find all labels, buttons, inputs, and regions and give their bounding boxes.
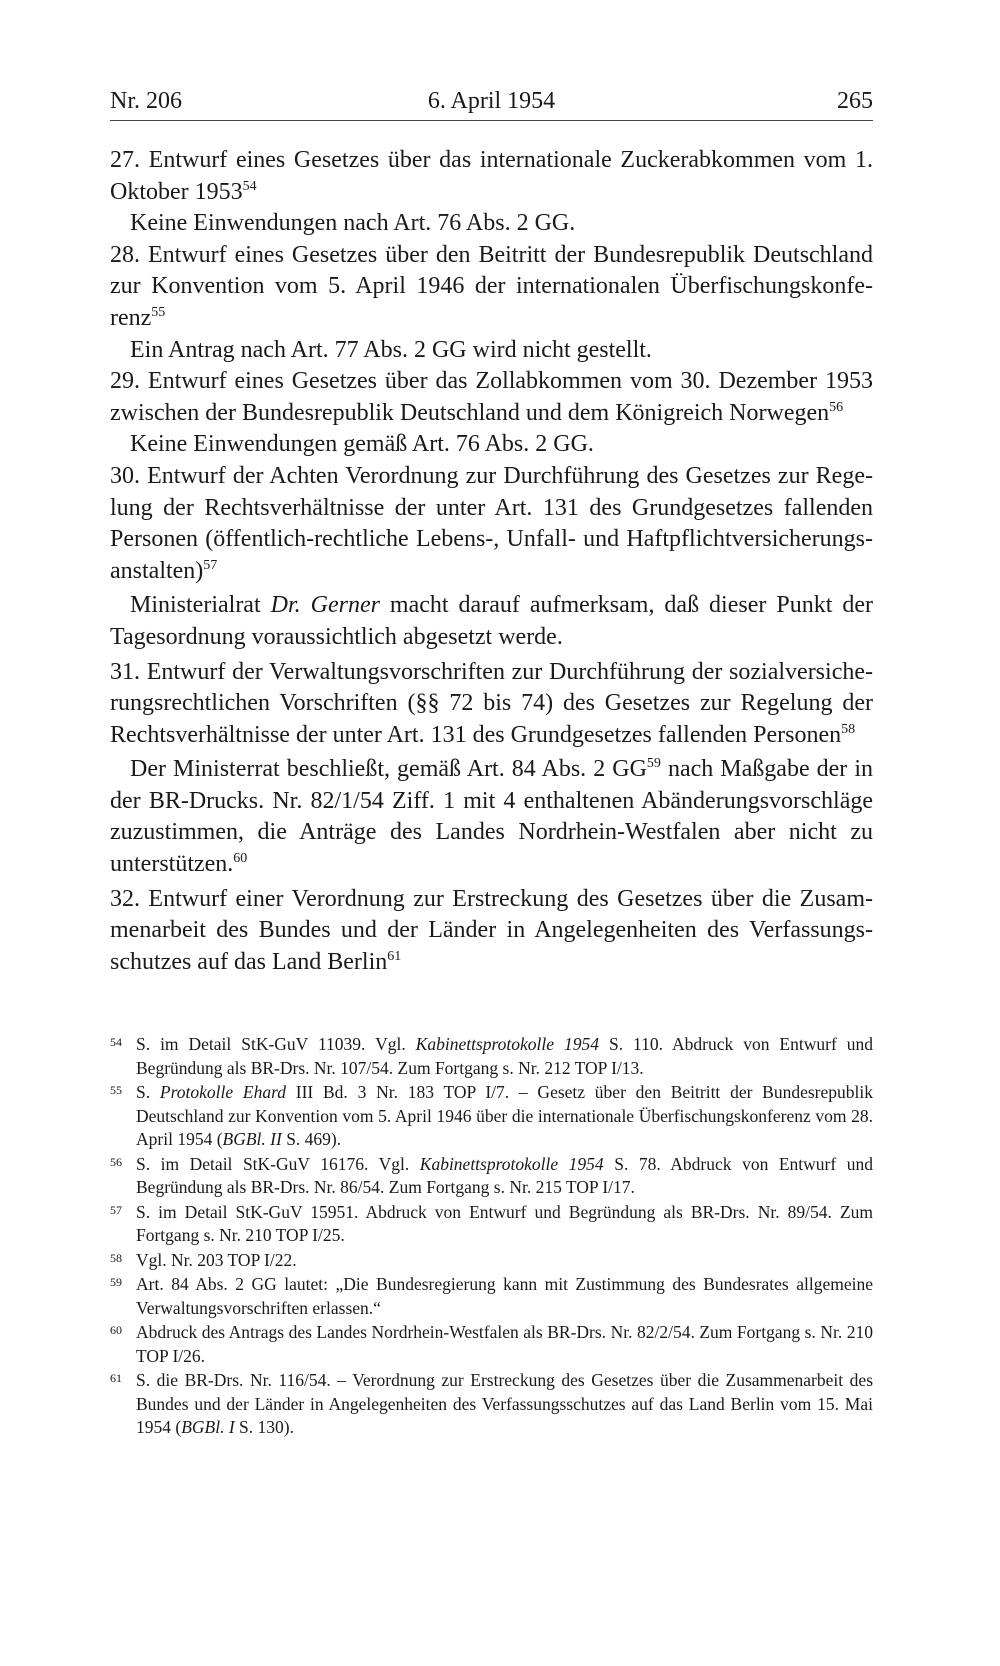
- footnote-number: 61: [110, 1371, 122, 1385]
- footnote-ref-59[interactable]: 59: [646, 756, 661, 772]
- footnote-57: 57 S. im Detail StK-GuV 15951. Abdruck von Entwurf und Begründung als BR-Drs. Nr. 89/54. Zum Fortgang s. Nr. 210 TOP I/25.: [110, 1201, 873, 1248]
- footnote-ref-61[interactable]: 61: [387, 948, 402, 964]
- agenda-item-28: 28. Entwurf eines Gesetzes über den Beitritt der Bundesrepublik Deutschland zur Konvention vom 5. April 1946 der internationalen Überfischungskonferenz$^{55}$: [110, 241, 873, 331]
- resolution-31: Der Ministerrat beschließt, gemäß Art. 84 Abs. 2 GG$^{59}$ nach Maßgabe der in der BR-Drucks. Nr. 82/1/54 Ziff. 1 mit 4 enthaltenen Abänderungsvorschläge zuzustimmen, die Anträge des Landes Nordrhein-Westfalen aber nicht zu unterstützen.$^{60}$: [110, 756, 873, 878]
- footnote-ref-60[interactable]: 60: [233, 851, 248, 867]
- footnote-54: 54 S. im Detail StK-GuV 11039. Vgl. Kabinettsprotokolle 1954 S. 110. Abdruck von Entwurf und Begründung als BR-Drs. Nr. 107/54. Zum Fortgang s. Nr. 212 TOP I/13.: [110, 1033, 873, 1080]
- footnote-59: 59 Art. 84 Abs. 2 GG lautet: „Die Bundesregierung kann mit Zustimmung des Bundesrates allgemeine Verwaltungsvorschriften erlassen.“: [110, 1273, 873, 1320]
- footnote-ref-58[interactable]: 58: [841, 721, 856, 737]
- footnote-number: 54: [110, 1035, 122, 1049]
- agenda-item-30: 30. Entwurf der Achten Verordnung zur Durchführung des Gesetzes zur Regelung der Rechtsverhältnisse der unter Art. 131 des Grundgesetzes fallenden Personen (öffentlich-rechtliche Lebens-, Unfall- und Haftpflichtversicherungsanstalten)$^{57}$: [110, 462, 873, 584]
- resolution-29: Keine Einwendungen gemäß Art. 76 Abs. 2 GG.: [130, 431, 594, 458]
- footnote-56: 56 S. im Detail StK-GuV 16176. Vgl. Kabinettsprotokolle 1954 S. 78. Abdruck von Entwurf und Begründung als BR-Drs. Nr. 86/54. Zum Fortgang s. Nr. 215 TOP I/17.: [110, 1153, 873, 1200]
- body-text: [110, 145, 873, 978]
- running-header: [110, 80, 873, 121]
- footnote-60: 60 Abdruck des Antrags des Landes Nordrhein-Westfalen als BR-Drs. Nr. 82/2/54. Zum Fortgang s. Nr. 210 TOP I/26.: [110, 1321, 873, 1368]
- footnotes: [110, 1033, 873, 1441]
- resolution-28: Ein Antrag nach Art. 77 Abs. 2 GG wird nicht gestellt.: [130, 336, 652, 363]
- footnote-number: 56: [110, 1154, 122, 1169]
- footnote-ref-56[interactable]: 56: [829, 399, 844, 415]
- agenda-item-27: 27. Entwurf eines Gesetzes über das internationale Zuckerabkommen vom 1. Oktober 1953$^{54}$: [110, 147, 873, 205]
- footnote-number: 55: [110, 1083, 122, 1097]
- agenda-item-31: 31. Entwurf der Verwaltungsvorschriften zur Durchführung der sozialversicherungsrechtlichen Vorschriften (§§ 72 bis 74) des Gesetzes zur Regelung der Rechtsverhältnisse der unter Art. 131 des Grundgesetzes fallenden Personen$^{58}$: [110, 658, 873, 748]
- agenda-item-32: 32. Entwurf einer Verordnung zur Erstreckung des Gesetzes über die Zusammenarbeit des Bundes und der Länder in Angelegenheiten des Verfassungsschutzes auf das Land Berlin$^{61}$: [110, 885, 873, 975]
- footnote-number: 57: [110, 1202, 122, 1217]
- resolution-27: Keine Einwendungen nach Art. 76 Abs. 2 GG.: [130, 210, 576, 237]
- session-date: 6. April 1954: [427, 88, 556, 114]
- footnote-ref-54[interactable]: 54: [242, 178, 257, 194]
- footnote-58: 58 Vgl. Nr. 203 TOP I/22.: [110, 1249, 873, 1273]
- footnote-number: 60: [110, 1323, 122, 1337]
- resolution-30: Ministerialrat Dr. Gerner macht darauf aufmerksam, daß dieser Punkt der Tagesordnung voraussichtlich abgesetzt werde.: [110, 592, 873, 650]
- person-name: Dr. Gerner: [270, 592, 380, 619]
- footnote-number: 58: [110, 1250, 122, 1265]
- document-number: Nr. 206: [110, 88, 182, 114]
- footnote-61: 61 S. die BR-Drs. Nr. 116/54. – Verordnung zur Erstreckung des Gesetzes über die Zusammenarbeit des Bundes und der Länder in Angelegenheiten des Verfassungsschutzes auf das Land Berlin vom 15. Mai 1954 (BGBl. I S. 130).: [110, 1369, 873, 1440]
- agenda-item-29: 29. Entwurf eines Gesetzes über das Zollabkommen vom 30. Dezember 1953 zwischen der Bundesrepublik Deutschland und dem Königreich Norwegen$^{56}$: [110, 368, 873, 426]
- page-number: 265: [837, 88, 873, 114]
- footnote-number: 59: [110, 1275, 122, 1289]
- footnote-ref-57[interactable]: 57: [203, 557, 218, 573]
- footnote-55: 55 S. Protokolle Ehard III Bd. 3 Nr. 183 TOP I/7. – Gesetz über den Beitritt der Bundesrepublik Deutschland zur Konvention vom 5. April 1946 über die internationale Überfischungskonferenz vom 28. April 1954 (BGBl. II S. 469).: [110, 1081, 873, 1152]
- footnote-ref-55[interactable]: 55: [151, 304, 166, 320]
